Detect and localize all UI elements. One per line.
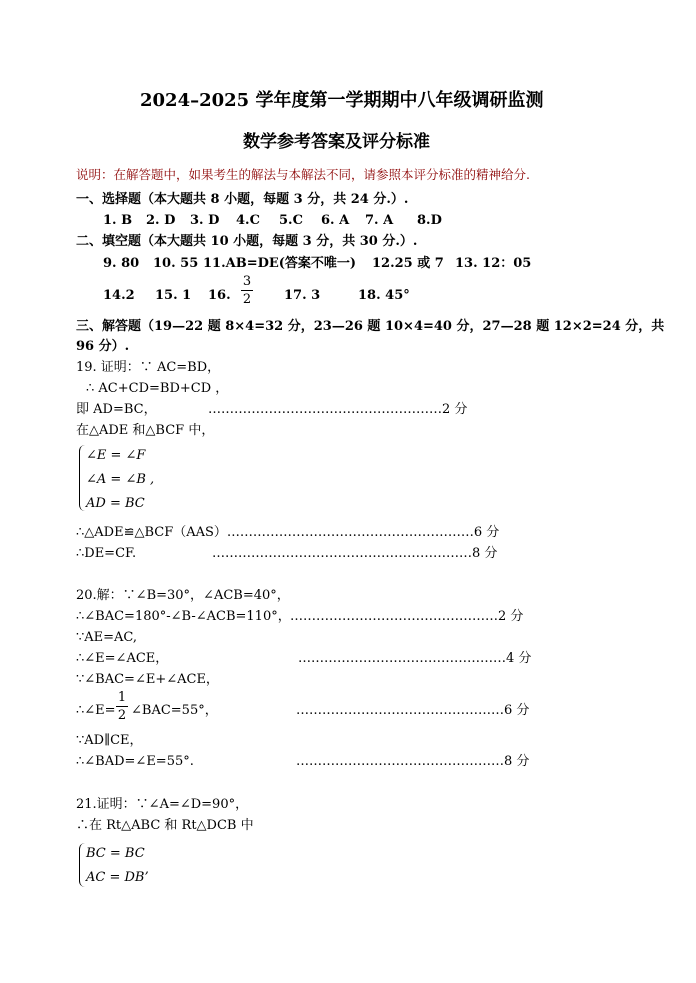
fill-answer: 10. 55	[153, 256, 199, 271]
q19-condition: ∠E = ∠F	[86, 448, 146, 463]
q20-line-7: ∵AD∥CE，	[76, 733, 143, 748]
q19-line-3: 即 AD=BC，	[76, 402, 157, 417]
fraction-half	[116, 690, 128, 723]
q20-score-4: …………………………………………4 分	[298, 651, 532, 666]
note-text: 说明：在解答题中，如果考生的解法与本解法不同，请参照本评分标准的精神给分.	[76, 167, 530, 182]
section3-heading: 三、解答题（19—22 题 8×4=32 分，23—26 题 10×4=40 分，27—28 题 12×2=24 分，共	[76, 319, 665, 334]
fill-answer: 9. 80	[103, 256, 140, 271]
fraction-numerator: 1	[117, 690, 127, 705]
answer-item: 1. B	[103, 213, 133, 228]
q20-line-6a: ∴∠E=	[76, 703, 116, 718]
q20-line-8: ∴∠BAD=∠E=55°.	[76, 754, 194, 769]
q20-line-1: 20.解：∵∠B=30°，∠ACB=40°，	[76, 588, 290, 603]
fill-answer: 18. 45°	[358, 288, 410, 303]
q20-score-6: …………………………………………6 分	[296, 703, 530, 718]
fill-answer: 15. 1	[155, 288, 192, 303]
q20-score-8: …………………………………………8 分	[296, 754, 530, 769]
answer-item: 5.C	[279, 213, 303, 228]
q20-score-2: …………………………………………2 分	[290, 609, 524, 624]
fill-answer: 11.AB=DE(答案不唯一)	[203, 256, 357, 271]
q19-line-2: ∴ AC+CD=BD+CD ，	[86, 381, 229, 396]
q19-condition: ∠A = ∠B ,	[86, 472, 155, 487]
answer-item: 3. D	[190, 213, 220, 228]
fill-answer: 13. 12：05	[455, 256, 532, 271]
q19-line-1: 19. 证明：∵ AC=BD，	[76, 360, 221, 375]
q21-condition: AC = DB’	[86, 870, 149, 885]
fill-answer: 12.25 或 7	[372, 256, 444, 271]
q20-line-2: ∴∠BAC=180°-∠B-∠ACB=110°，	[76, 609, 291, 624]
q20-line-4: ∴∠E=∠ACE，	[76, 651, 169, 666]
fraction-numerator: 3	[242, 274, 252, 289]
answer-item: 2. D	[146, 213, 176, 228]
fill-answer: 16.	[208, 288, 231, 303]
equation-brace	[79, 843, 85, 887]
q21-line-1: 21.证明：∵∠A=∠D=90°，	[76, 797, 249, 812]
q19-line-5: ∴△ADE≌△BCF（AAS）…………………………………………………6 分	[76, 525, 500, 540]
answer-item: 7. A	[365, 213, 394, 228]
fraction-denominator: 2	[242, 292, 252, 307]
section3-heading-cont: 96 分）.	[76, 339, 130, 354]
fill-answer: 14.2	[103, 288, 135, 303]
answer-item: 4.C	[236, 213, 260, 228]
q20-line-6b: ∠BAC=55°，	[131, 703, 218, 718]
q19-score-2: ………………………………………………2 分	[208, 402, 468, 417]
q21-condition: BC = BC	[86, 846, 145, 861]
page-title: 2024–2025 学年度第一学期期中八年级调研监测	[140, 90, 544, 111]
fraction-denominator: 2	[117, 708, 127, 723]
page-subtitle: 数学参考答案及评分标准	[243, 132, 430, 152]
answer-item: 8.D	[417, 213, 442, 228]
section1-heading: 一、选择题（本大题共 8 小题，每题 3 分，共 24 分.）.	[76, 192, 409, 207]
q20-line-5: ∵∠BAC=∠E+∠ACE，	[76, 672, 219, 687]
fraction-16	[241, 274, 253, 307]
q20-line-3: ∵AE=AC,	[76, 630, 138, 645]
q21-line-2: ∴在 Rt△ABC 和 Rt△DCB 中	[76, 818, 254, 833]
q19-line-6: ∴DE=CF.	[76, 546, 137, 561]
answer-item: 6. A	[321, 213, 350, 228]
q19-line-4: 在△ADE 和△BCF 中，	[76, 423, 215, 438]
equation-brace	[79, 445, 85, 511]
q19-score-8: ……………………………………………………8 分	[212, 546, 498, 561]
section2-heading: 二、填空题（本大题共 10 小题，每题 3 分，共 30 分.）.	[76, 234, 418, 249]
q19-condition: AD = BC	[86, 496, 145, 511]
fill-answer: 17. 3	[284, 288, 321, 303]
